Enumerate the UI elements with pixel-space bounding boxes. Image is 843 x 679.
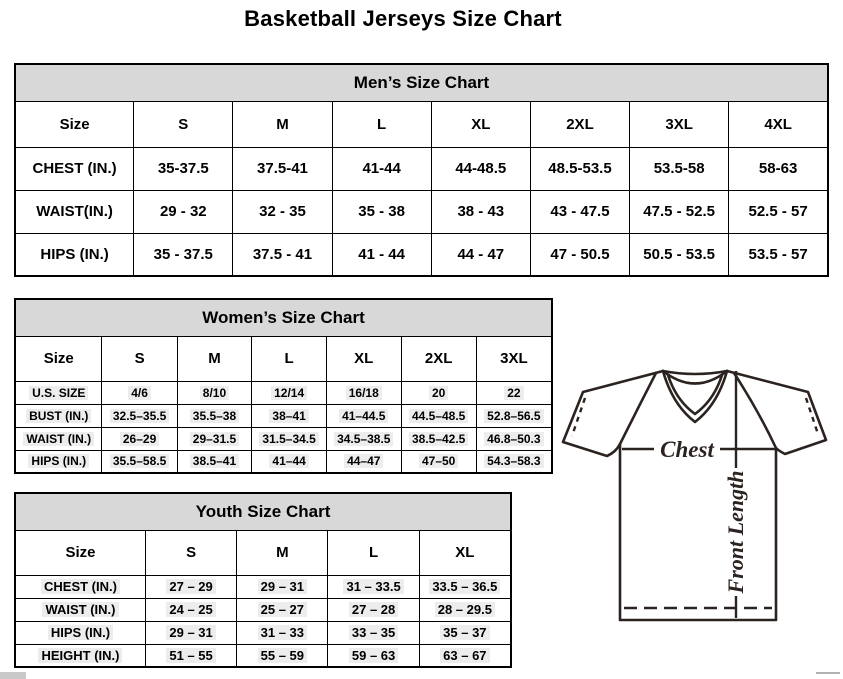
- column-header-row: [15, 530, 511, 575]
- size-value-cell: 52.5 - 57: [729, 190, 828, 233]
- row-label: WAIST(IN.): [15, 190, 134, 233]
- youth-size-table: [14, 492, 512, 668]
- table-row: [15, 450, 552, 473]
- row-label: BUST (IN.): [15, 404, 102, 427]
- column-header: S: [102, 336, 177, 381]
- column-header: Size: [15, 336, 102, 381]
- column-header: S: [145, 530, 236, 575]
- table-row: [15, 427, 552, 450]
- size-value-cell: 35-37.5: [134, 147, 233, 190]
- table-row: [15, 598, 511, 621]
- size-value-cell: 22: [476, 381, 552, 404]
- size-value-cell: 32 - 35: [233, 190, 332, 233]
- size-value-cell: 31.5–34.5: [252, 427, 327, 450]
- column-header: XL: [326, 336, 401, 381]
- size-value-cell: 63 – 67: [419, 644, 511, 667]
- size-value-cell: 38–41: [252, 404, 327, 427]
- column-header: M: [233, 101, 332, 147]
- size-value-cell: 20: [401, 381, 476, 404]
- size-value-cell: 29 – 31: [237, 575, 328, 598]
- womens-size-table: [14, 298, 553, 474]
- row-label: WAIST (IN.): [15, 427, 102, 450]
- size-value-cell: 28 – 29.5: [419, 598, 511, 621]
- size-value-cell: 54.3–58.3: [476, 450, 552, 473]
- size-value-cell: 38.5–42.5: [401, 427, 476, 450]
- column-header: 3XL: [630, 101, 729, 147]
- column-header-row: [15, 336, 552, 381]
- table-row: [15, 381, 552, 404]
- jersey-outline-graphic: [563, 371, 826, 620]
- size-value-cell: 29 - 32: [134, 190, 233, 233]
- column-header: S: [134, 101, 233, 147]
- table-title: Youth Size Chart: [15, 493, 511, 530]
- size-value-cell: 27 – 28: [328, 598, 419, 621]
- size-value-cell: 47 - 50.5: [530, 233, 629, 276]
- column-header: M: [237, 530, 328, 575]
- column-header: Size: [15, 101, 134, 147]
- size-value-cell: 34.5–38.5: [326, 427, 401, 450]
- size-value-cell: 50.5 - 53.5: [630, 233, 729, 276]
- row-label: U.S. SIZE: [15, 381, 102, 404]
- row-label: HIPS (IN.): [15, 621, 145, 644]
- size-value-cell: 37.5 - 41: [233, 233, 332, 276]
- table-row: [15, 644, 511, 667]
- size-value-cell: 48.5-53.5: [530, 147, 629, 190]
- size-value-cell: 33 – 35: [328, 621, 419, 644]
- size-value-cell: 44 - 47: [431, 233, 530, 276]
- size-value-cell: 4/6: [102, 381, 177, 404]
- size-value-cell: 31 – 33.5: [328, 575, 419, 598]
- size-value-cell: 26–29: [102, 427, 177, 450]
- scrollbar-fragment-left: [0, 672, 26, 679]
- size-value-cell: 43 - 47.5: [530, 190, 629, 233]
- size-value-cell: 29 – 31: [145, 621, 236, 644]
- size-value-cell: 16/18: [326, 381, 401, 404]
- size-value-cell: 52.8–56.5: [476, 404, 552, 427]
- size-value-cell: 38 - 43: [431, 190, 530, 233]
- size-value-cell: 53.5-58: [630, 147, 729, 190]
- row-label: HIPS (IN.): [15, 450, 102, 473]
- table-row: [15, 621, 511, 644]
- row-label: HIPS (IN.): [15, 233, 134, 276]
- size-value-cell: 51 – 55: [145, 644, 236, 667]
- table-row: [15, 147, 828, 190]
- table-row: [15, 575, 511, 598]
- column-header: 2XL: [530, 101, 629, 147]
- row-label: HEIGHT (IN.): [15, 644, 145, 667]
- table-row: [15, 233, 828, 276]
- size-value-cell: 55 – 59: [237, 644, 328, 667]
- size-value-cell: 44–47: [326, 450, 401, 473]
- size-value-cell: 29–31.5: [177, 427, 252, 450]
- size-value-cell: 35.5–38: [177, 404, 252, 427]
- size-value-cell: 12/14: [252, 381, 327, 404]
- size-value-cell: 47.5 - 52.5: [630, 190, 729, 233]
- size-value-cell: 35 - 37.5: [134, 233, 233, 276]
- table-row: [15, 404, 552, 427]
- sleeve-cuff-dash-lines: [572, 398, 818, 436]
- row-label: WAIST (IN.): [15, 598, 145, 621]
- size-value-cell: 38.5–41: [177, 450, 252, 473]
- size-value-cell: 41–44.5: [326, 404, 401, 427]
- size-value-cell: 47–50: [401, 450, 476, 473]
- column-header: 4XL: [729, 101, 828, 147]
- size-value-cell: 59 – 63: [328, 644, 419, 667]
- size-value-cell: 35 - 38: [332, 190, 431, 233]
- column-header: 3XL: [476, 336, 552, 381]
- size-value-cell: 32.5–35.5: [102, 404, 177, 427]
- size-value-cell: 24 – 25: [145, 598, 236, 621]
- size-value-cell: 25 – 27: [237, 598, 328, 621]
- size-value-cell: 41–44: [252, 450, 327, 473]
- size-value-cell: 27 – 29: [145, 575, 236, 598]
- size-value-cell: 8/10: [177, 381, 252, 404]
- size-value-cell: 44-48.5: [431, 147, 530, 190]
- page-title: Basketball Jerseys Size Chart: [244, 6, 562, 31]
- column-header: L: [332, 101, 431, 147]
- jersey-measurement-diagram: [558, 356, 834, 628]
- size-value-cell: 44.5–48.5: [401, 404, 476, 427]
- size-value-cell: 53.5 - 57: [729, 233, 828, 276]
- table-title: Women’s Size Chart: [15, 299, 552, 336]
- column-header-row: [15, 101, 828, 147]
- table-title: Men’s Size Chart: [15, 64, 828, 101]
- front-length-label: Front Length: [723, 470, 748, 594]
- column-header: M: [177, 336, 252, 381]
- size-value-cell: 31 – 33: [237, 621, 328, 644]
- chest-label: Chest: [660, 437, 714, 462]
- size-value-cell: 33.5 – 36.5: [419, 575, 511, 598]
- size-value-cell: 58-63: [729, 147, 828, 190]
- column-header: XL: [431, 101, 530, 147]
- column-header: Size: [15, 530, 145, 575]
- table-row: [15, 190, 828, 233]
- column-header: L: [252, 336, 327, 381]
- row-label: CHEST (IN.): [15, 575, 145, 598]
- mens-size-table: [14, 63, 829, 277]
- size-value-cell: 35 – 37: [419, 621, 511, 644]
- row-label: CHEST (IN.): [15, 147, 134, 190]
- size-value-cell: 46.8–50.3: [476, 427, 552, 450]
- size-value-cell: 41 - 44: [332, 233, 431, 276]
- size-value-cell: 37.5-41: [233, 147, 332, 190]
- size-value-cell: 41-44: [332, 147, 431, 190]
- scrollbar-fragment-right: [816, 672, 840, 674]
- size-value-cell: 35.5–58.5: [102, 450, 177, 473]
- column-header: 2XL: [401, 336, 476, 381]
- column-header: L: [328, 530, 419, 575]
- column-header: XL: [419, 530, 511, 575]
